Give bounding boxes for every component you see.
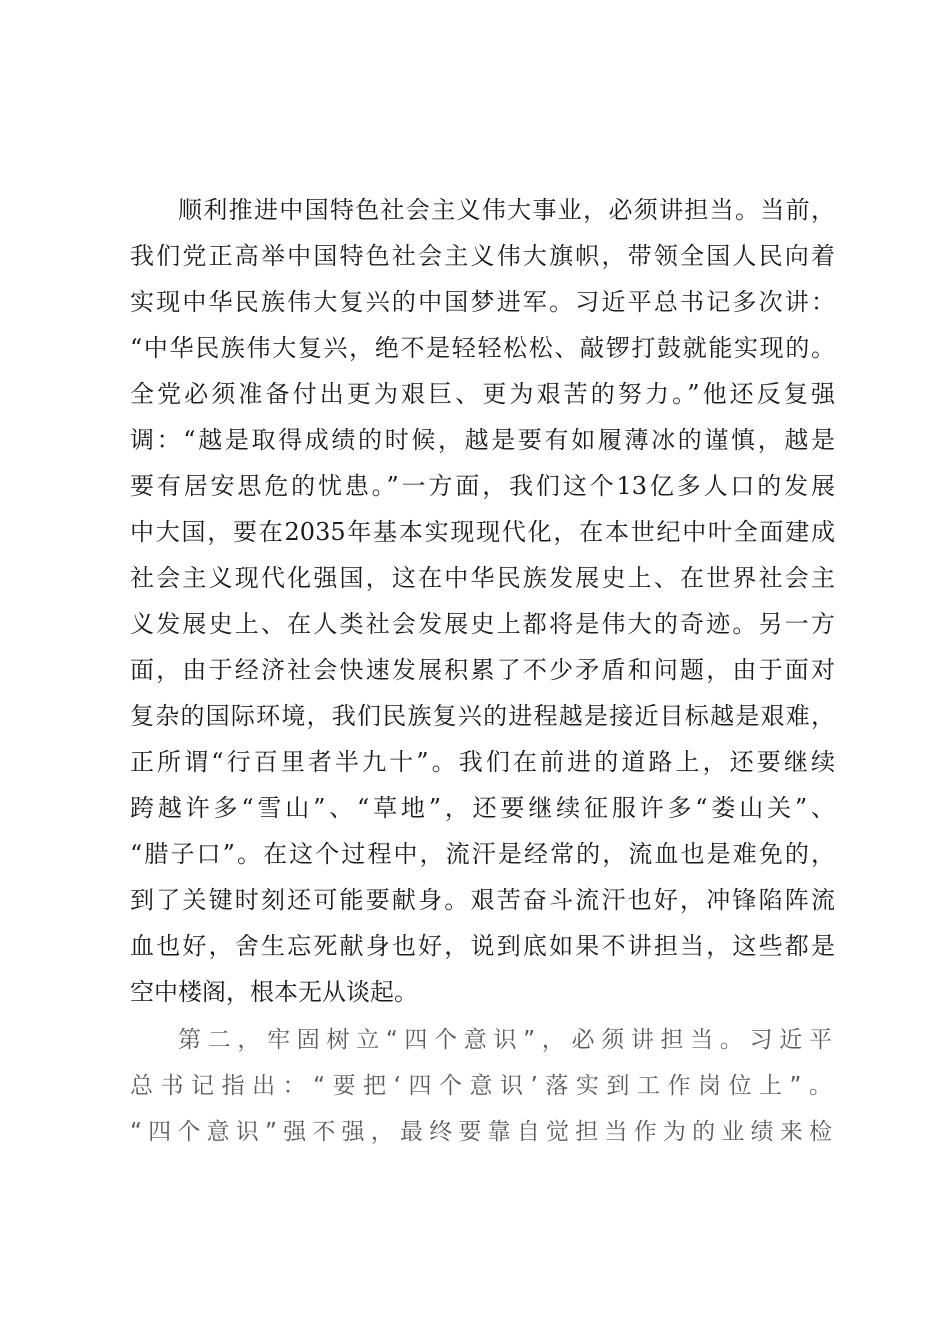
- text-line: 实现中华民族伟大复兴的中国梦进军。习近平总书记多次讲：: [130, 288, 835, 316]
- text-line: “腊子口”。在这个过程中，流汗是经常的，流血也是难免的，: [130, 840, 835, 868]
- text-line: 顺利推进中国特色社会主义伟大事业，必须讲担当。当前，: [178, 196, 835, 224]
- text-line: 复杂的国际环境，我们民族复兴的进程越是接近目标越是艰难，: [130, 702, 835, 730]
- text-line: 调：“越是取得成绩的时候，越是要有如履薄冰的谨慎，越是: [130, 426, 835, 454]
- text-line: 到了关键时刻还可能要献身。艰苦奋斗流汗也好，冲锋陷阵流: [130, 886, 835, 914]
- text-line: 第二，牢固树立“四个意识”，必须讲担当。习近平: [178, 1027, 835, 1053]
- text-line: “四个意识”强不强，最终要靠自觉担当作为的业绩来检: [130, 1119, 835, 1145]
- text-line: 跨越许多“雪山”、“草地”，还要继续征服许多“娄山关”、: [130, 794, 835, 822]
- text-line: 空中楼阁，根本无从谈起。: [130, 978, 418, 1006]
- text-line: 中大国，要在2035年基本实现现代化，在本世纪中叶全面建成: [130, 518, 835, 546]
- text-line: 血也好，舍生忘死献身也好，说到底如果不讲担当，这些都是: [130, 932, 835, 960]
- text-line: 正所谓“行百里者半九十”。我们在前进的道路上，还要继续: [130, 748, 835, 776]
- text-line: 总书记指出：“要把‘四个意识’落实到工作岗位上”。: [130, 1073, 835, 1099]
- text-line: 全党必须准备付出更为艰巨、更为艰苦的努力。”他还反复强: [130, 380, 835, 408]
- text-line: 社会主义现代化强国，这在中华民族发展史上、在世界社会主: [130, 564, 835, 592]
- text-line: “中华民族伟大复兴，绝不是轻轻松松、敲锣打鼓就能实现的。: [130, 334, 835, 362]
- text-line: 义发展史上、在人类社会发展史上都将是伟大的奇迹。另一方: [130, 610, 835, 638]
- text-line: 面，由于经济社会快速发展积累了不少矛盾和问题，由于面对: [130, 656, 835, 684]
- text-line: 要有居安思危的忧患。”一方面，我们这个13亿多人口的发展: [130, 472, 835, 500]
- paragraph-responsibility-intro: [130, 187, 835, 1015]
- paragraph-four-consciousness: [130, 1017, 835, 1155]
- text-line: 我们党正高举中国特色社会主义伟大旗帜，带领全国人民向着: [130, 242, 835, 270]
